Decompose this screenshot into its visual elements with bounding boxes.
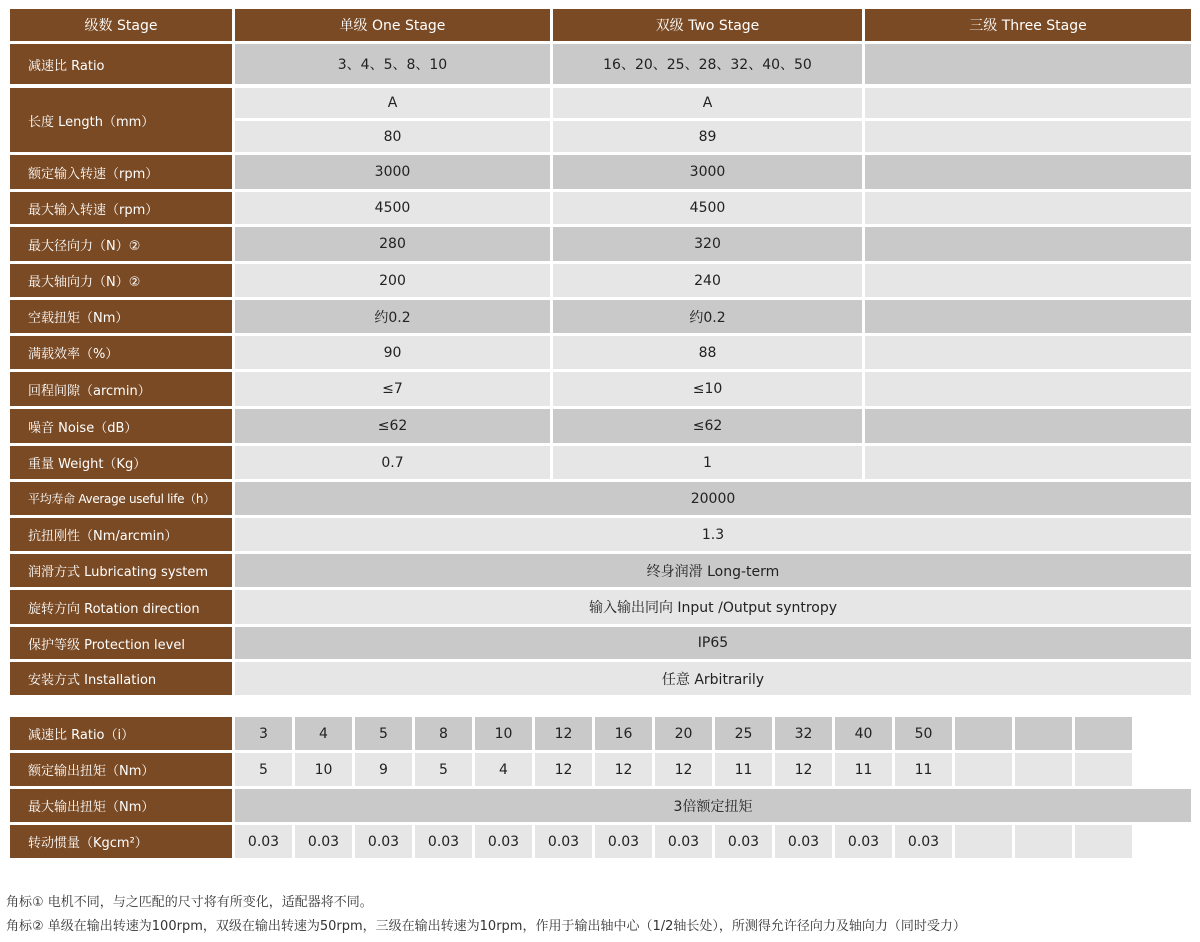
ratio-cell: 16 xyxy=(595,717,652,750)
cell-weight-two: 1 xyxy=(553,446,862,479)
inertia-cell: 0.03 xyxy=(595,825,652,858)
cell-efficiency-one: 90 xyxy=(235,336,550,369)
ratio-cell: 8 xyxy=(415,717,472,750)
inertia-cell: 0.03 xyxy=(415,825,472,858)
ratio-cell: 50 xyxy=(895,717,952,750)
label-max-output-torque: 最大输出扭矩（Nm） xyxy=(10,789,232,822)
cell-axial-one: 200 xyxy=(235,264,550,297)
inertia-cell: 0.03 xyxy=(355,825,412,858)
cell-efficiency-two: 88 xyxy=(553,336,862,369)
cell-axial-three xyxy=(865,264,1191,297)
label-lubrication: 润滑方式 Lubricating system xyxy=(10,554,232,587)
inertia-cell: 0.03 xyxy=(235,825,292,858)
cell-length-one-value: 80 xyxy=(235,121,550,152)
inertia-cell: 0.03 xyxy=(475,825,532,858)
cell-axial-two: 240 xyxy=(553,264,862,297)
ratio-cell: 4 xyxy=(295,717,352,750)
cell-max-speed-one: 4500 xyxy=(235,192,550,224)
cell-weight-three xyxy=(865,446,1191,479)
cell-length-one-a: A xyxy=(235,88,550,118)
cell-noise-one: ≤62 xyxy=(235,409,550,443)
label-rated-output-torque: 额定输出扭矩（Nm） xyxy=(10,753,232,786)
inertia-cell: 0.03 xyxy=(895,825,952,858)
ratio-cell: 5 xyxy=(355,717,412,750)
label-length: 长度 Length（mm） xyxy=(10,88,232,152)
cell-max-speed-three xyxy=(865,192,1191,224)
header-two-stage: 双级 Two Stage xyxy=(553,9,862,41)
cell-ratio-two: 16、20、25、28、32、40、50 xyxy=(553,44,862,84)
label-backlash: 回程间隙（arcmin） xyxy=(10,372,232,406)
inertia-cell: 0.03 xyxy=(655,825,712,858)
label-max-radial-force: 最大径向力（N）② xyxy=(10,227,232,261)
label-noise: 噪音 Noise（dB） xyxy=(10,409,232,443)
label-rotation-direction: 旋转方向 Rotation direction xyxy=(10,590,232,624)
torque-cell: 10 xyxy=(295,753,352,786)
cell-backlash-three xyxy=(865,372,1191,406)
cell-ratio-one: 3、4、5、8、10 xyxy=(235,44,550,84)
label-max-axial-force: 最大轴向力（N）② xyxy=(10,264,232,297)
ratio-cell: 32 xyxy=(775,717,832,750)
torque-cell xyxy=(1075,753,1132,786)
torque-cell: 5 xyxy=(235,753,292,786)
label-rated-input-speed: 额定输入转速（rpm） xyxy=(10,155,232,189)
ratio-cell: 40 xyxy=(835,717,892,750)
label-average-life: 平均寿命 Average useful life（h） xyxy=(10,482,232,515)
cell-length-three-value xyxy=(865,121,1191,152)
cell-torsional-rigidity: 1.3 xyxy=(235,518,1191,551)
cell-length-three-a xyxy=(865,88,1191,118)
inertia-cell: 0.03 xyxy=(535,825,592,858)
inertia-cell: 0.03 xyxy=(295,825,352,858)
torque-cell: 9 xyxy=(355,753,412,786)
cell-max-speed-two: 4500 xyxy=(553,192,862,224)
footnote-2: 角标② 单级在输出转速为100rpm，双级在输出转速为50rpm，三级在输出转速为10rpm，作用于输出轴中心（1/2轴长处），所测得允许径向力及轴向力（同时受力） xyxy=(6,919,966,934)
label-no-load-torque: 空载扭矩（Nm） xyxy=(10,300,232,333)
ratio-cell xyxy=(955,717,1012,750)
label-rotational-inertia: 转动惯量（Kgcm²） xyxy=(10,825,232,858)
label-installation: 安装方式 Installation xyxy=(10,662,232,695)
cell-weight-one: 0.7 xyxy=(235,446,550,479)
ratio-cell: 20 xyxy=(655,717,712,750)
label-ratio: 减速比 Ratio xyxy=(10,44,232,84)
cell-ratio-three xyxy=(865,44,1191,84)
cell-lubrication: 终身润滑 Long-term xyxy=(235,554,1191,587)
cell-radial-three xyxy=(865,227,1191,261)
footnote-1: 角标① 电机不同，与之匹配的尺寸将有所变化，适配器将不同。 xyxy=(6,895,373,910)
ratio-cell: 12 xyxy=(535,717,592,750)
cell-rated-speed-two: 3000 xyxy=(553,155,862,189)
torque-cell: 12 xyxy=(595,753,652,786)
ratio-cell xyxy=(1015,717,1072,750)
cell-noise-three xyxy=(865,409,1191,443)
torque-cell: 12 xyxy=(535,753,592,786)
header-stage: 级数 Stage xyxy=(10,9,232,41)
cell-radial-one: 280 xyxy=(235,227,550,261)
label-full-load-efficiency: 满载效率（%） xyxy=(10,336,232,369)
cell-rotation-direction: 输入输出同向 Input /Output syntropy xyxy=(235,590,1191,624)
inertia-cell xyxy=(1075,825,1132,858)
torque-cell: 11 xyxy=(835,753,892,786)
label-max-input-speed: 最大输入转速（rpm） xyxy=(10,192,232,224)
label-protection-level: 保护等级 Protection level xyxy=(10,627,232,659)
cell-protection-level: IP65 xyxy=(235,627,1191,659)
torque-cell: 12 xyxy=(655,753,712,786)
cell-no-load-one: 约0.2 xyxy=(235,300,550,333)
cell-length-two-value: 89 xyxy=(553,121,862,152)
ratio-cell xyxy=(1075,717,1132,750)
cell-noise-two: ≤62 xyxy=(553,409,862,443)
header-one-stage: 单级 One Stage xyxy=(235,9,550,41)
label-weight: 重量 Weight（Kg） xyxy=(10,446,232,479)
header-three-stage: 三级 Three Stage xyxy=(865,9,1191,41)
ratio-cell: 25 xyxy=(715,717,772,750)
torque-cell: 11 xyxy=(895,753,952,786)
cell-max-output-torque: 3倍额定扭矩 xyxy=(235,789,1191,822)
cell-efficiency-three xyxy=(865,336,1191,369)
cell-backlash-one: ≤7 xyxy=(235,372,550,406)
ratio-cell: 10 xyxy=(475,717,532,750)
torque-cell: 12 xyxy=(775,753,832,786)
cell-no-load-two: 约0.2 xyxy=(553,300,862,333)
inertia-cell xyxy=(1015,825,1072,858)
cell-installation: 任意 Arbitrarily xyxy=(235,662,1191,695)
torque-cell xyxy=(1015,753,1072,786)
label-torsional-rigidity: 抗扭刚性（Nm/arcmin） xyxy=(10,518,232,551)
torque-cell: 4 xyxy=(475,753,532,786)
inertia-cell: 0.03 xyxy=(775,825,832,858)
cell-rated-speed-three xyxy=(865,155,1191,189)
inertia-cell: 0.03 xyxy=(835,825,892,858)
cell-rated-speed-one: 3000 xyxy=(235,155,550,189)
cell-length-two-a: A xyxy=(553,88,862,118)
label-ratio-i: 减速比 Ratio（i） xyxy=(10,717,232,750)
inertia-cell: 0.03 xyxy=(715,825,772,858)
torque-cell: 5 xyxy=(415,753,472,786)
torque-cell xyxy=(955,753,1012,786)
cell-radial-two: 320 xyxy=(553,227,862,261)
ratio-cell: 3 xyxy=(235,717,292,750)
torque-cell: 11 xyxy=(715,753,772,786)
cell-backlash-two: ≤10 xyxy=(553,372,862,406)
cell-no-load-three xyxy=(865,300,1191,333)
inertia-cell xyxy=(955,825,1012,858)
cell-average-life: 20000 xyxy=(235,482,1191,515)
